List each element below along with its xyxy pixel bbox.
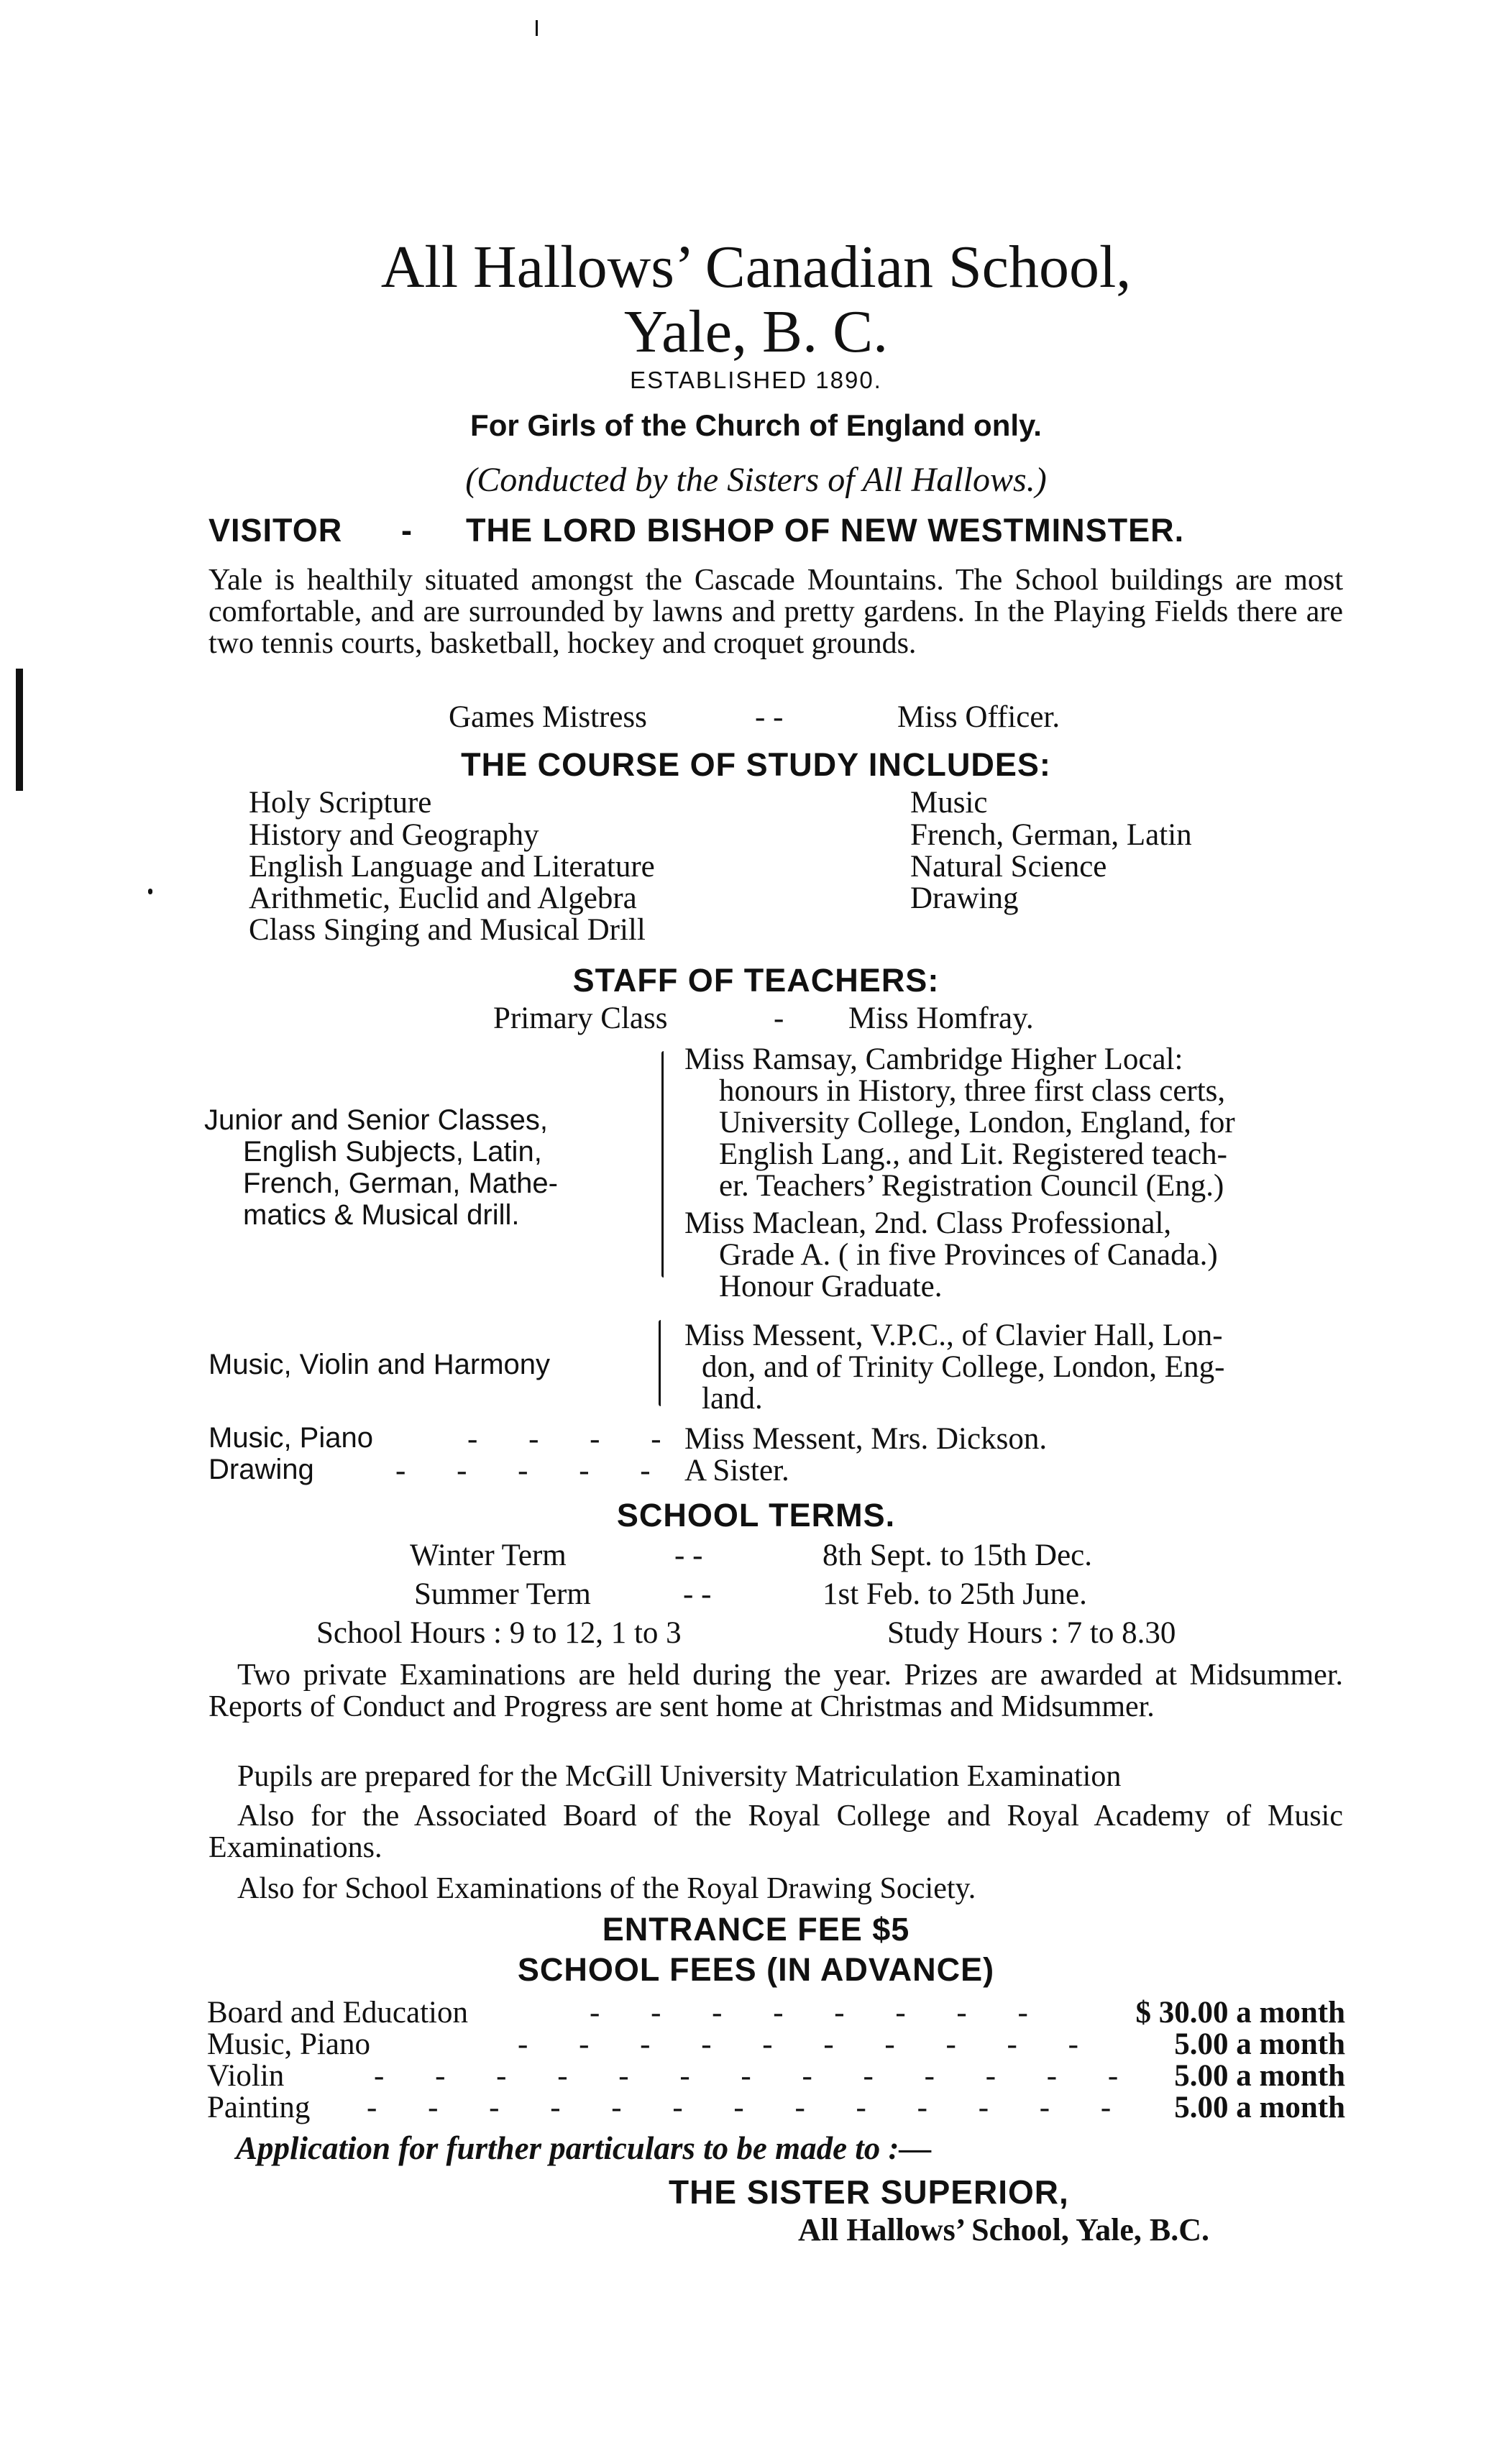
course-item: Music bbox=[910, 786, 988, 820]
messent-line: Miss Messent, V.P.C., of Clavier Hall, Lon- bbox=[684, 1319, 1223, 1352]
games-label: Games Mistress bbox=[449, 700, 647, 734]
course-item: Holy Scripture bbox=[249, 786, 432, 820]
maclean-line: Miss Maclean, 2nd. Class Professional, bbox=[684, 1206, 1172, 1240]
fee-label: Painting bbox=[207, 2091, 311, 2124]
ramsay-line: English Lang., and Lit. Registered teach- bbox=[719, 1137, 1227, 1171]
school-address: All Hallows’ School, Yale, B.C. bbox=[798, 2212, 1210, 2247]
fee-dots: - - - - - - - - - - - - - bbox=[367, 2091, 1133, 2124]
winter-label: Winter Term bbox=[410, 1539, 567, 1572]
course-item: English Language and Literature bbox=[249, 850, 655, 884]
conducted-line: (Conducted by the Sisters of All Hallows.) bbox=[465, 461, 1047, 499]
drawing-teacher: A Sister. bbox=[684, 1454, 789, 1487]
scan-mark bbox=[148, 889, 152, 894]
fee-label: Violin bbox=[207, 2059, 285, 2093]
drawing-dots: - - - - - bbox=[395, 1454, 672, 1487]
sister-superior: THE SISTER SUPERIOR, bbox=[669, 2173, 1069, 2211]
scan-mark bbox=[16, 669, 23, 791]
fee-amount: 5.00 a month bbox=[1174, 2027, 1345, 2061]
visitor-label: VISITOR bbox=[209, 512, 343, 549]
messent-line: land. bbox=[702, 1382, 763, 1416]
fee-dots: - - - - - - - - - - - - - bbox=[374, 2059, 1140, 2093]
study-hours: Study Hours : 7 to 8.30 bbox=[887, 1616, 1176, 1650]
junior-line: Junior and Senior Classes, bbox=[204, 1104, 549, 1136]
ramsay-line: University College, London, England, for bbox=[719, 1106, 1235, 1140]
ramsay-line: honours in History, three first class certs, bbox=[719, 1074, 1226, 1108]
brace bbox=[659, 1320, 661, 1406]
fee-amount: $ 30.00 a month bbox=[1135, 1996, 1345, 2030]
course-item: Arithmetic, Euclid and Algebra bbox=[249, 881, 637, 915]
games-dash: - - bbox=[755, 700, 784, 734]
ramsay-line: er. Teachers’ Registration Council (Eng.) bbox=[719, 1169, 1224, 1203]
terms-heading: SCHOOL TERMS. bbox=[616, 1497, 896, 1533]
games-name: Miss Officer. bbox=[897, 700, 1060, 734]
staff-heading: STAFF OF TEACHERS: bbox=[572, 962, 940, 999]
primary-dash: - bbox=[774, 1001, 784, 1035]
summer-dates: 1st Feb. to 25th June. bbox=[823, 1577, 1087, 1611]
winter-dash: - - bbox=[674, 1539, 703, 1572]
scan-mark bbox=[536, 20, 538, 36]
violin-label: Music, Violin and Harmony bbox=[209, 1349, 551, 1380]
school-title: All Hallows’ Canadian School, bbox=[380, 234, 1132, 301]
fee-label: Music, Piano bbox=[207, 2027, 370, 2061]
course-item: Class Singing and Musical Drill bbox=[249, 913, 646, 947]
fee-label: Board and Education bbox=[207, 1996, 469, 2030]
course-item: French, German, Latin bbox=[910, 818, 1192, 852]
junior-line: English Subjects, Latin, bbox=[243, 1136, 542, 1168]
winter-dates: 8th Sept. to 15th Dec. bbox=[823, 1539, 1093, 1572]
exams-paragraph: Two private Examinations are held during the year. Prizes are awarded at Midsummer. Reports of Conduct and Progress are sent home at Christmas and Midsummer. bbox=[209, 1659, 1343, 1723]
summer-dash: - - bbox=[683, 1577, 712, 1611]
junior-line: matics & Musical drill. bbox=[243, 1199, 520, 1231]
ramsay-line: Miss Ramsay, Cambridge Higher Local: bbox=[684, 1042, 1183, 1076]
fee-amount: 5.00 a month bbox=[1174, 2091, 1345, 2124]
primary-name: Miss Homfray. bbox=[848, 1001, 1034, 1035]
visitor-dash: - bbox=[401, 512, 413, 549]
junior-line: French, German, Mathe- bbox=[243, 1168, 558, 1199]
fees-heading: SCHOOL FEES (IN ADVANCE) bbox=[517, 1951, 995, 1988]
course-item: Drawing bbox=[910, 881, 1019, 915]
drawing-society-line: Also for School Examinations of the Royal Drawing Society. bbox=[237, 1872, 976, 1905]
maclean-line: Honour Graduate. bbox=[719, 1270, 943, 1303]
fee-dots: - - - - - - - - - - bbox=[518, 2027, 1100, 2061]
primary-label: Primary Class bbox=[493, 1001, 668, 1035]
music-exams-paragraph: Also for the Associated Board of the Royal College and Royal Academy of Music Examinations. bbox=[209, 1799, 1343, 1864]
messent-line: don, and of Trinity College, London, Eng- bbox=[702, 1350, 1225, 1384]
fee-amount: 5.00 a month bbox=[1174, 2059, 1345, 2093]
mcgill-line: Pupils are prepared for the McGill University Matriculation Examination bbox=[237, 1760, 1122, 1793]
brace bbox=[661, 1051, 664, 1278]
piano-dots: - - - - bbox=[467, 1422, 683, 1456]
school-hours: School Hours : 9 to 12, 1 to 3 bbox=[316, 1616, 682, 1650]
application-line: Application for further particulars to be made to :— bbox=[236, 2130, 932, 2166]
visitor-name: THE LORD BISHOP OF NEW WESTMINSTER. bbox=[466, 512, 1185, 549]
summer-label: Summer Term bbox=[414, 1577, 591, 1611]
fee-dots: - - - - - - - - bbox=[590, 1996, 1050, 2030]
course-heading: THE COURSE OF STUDY INCLUDES: bbox=[461, 746, 1051, 783]
maclean-line: Grade A. ( in five Provinces of Canada.) bbox=[719, 1238, 1218, 1272]
established-line: ESTABLISHED 1890. bbox=[630, 367, 882, 393]
course-item: History and Geography bbox=[249, 818, 539, 852]
piano-label: Music, Piano bbox=[209, 1422, 373, 1454]
intro-paragraph: Yale is healthily situated amongst the Cascade Mountains. The School buildings are most comfortable, and are surrounded by lawns and pretty gardens. In the Playing Fields there are two tennis courts, basketball, hockey and croquet grounds. bbox=[209, 564, 1343, 660]
piano-teacher: Miss Messent, Mrs. Dickson. bbox=[684, 1422, 1048, 1456]
course-item: Natural Science bbox=[910, 850, 1107, 884]
drawing-label: Drawing bbox=[209, 1454, 314, 1485]
school-location: Yale, B. C. bbox=[623, 298, 889, 365]
for-girls-line: For Girls of the Church of England only. bbox=[470, 408, 1042, 442]
entrance-fee: ENTRANCE FEE $5 bbox=[602, 1911, 910, 1948]
